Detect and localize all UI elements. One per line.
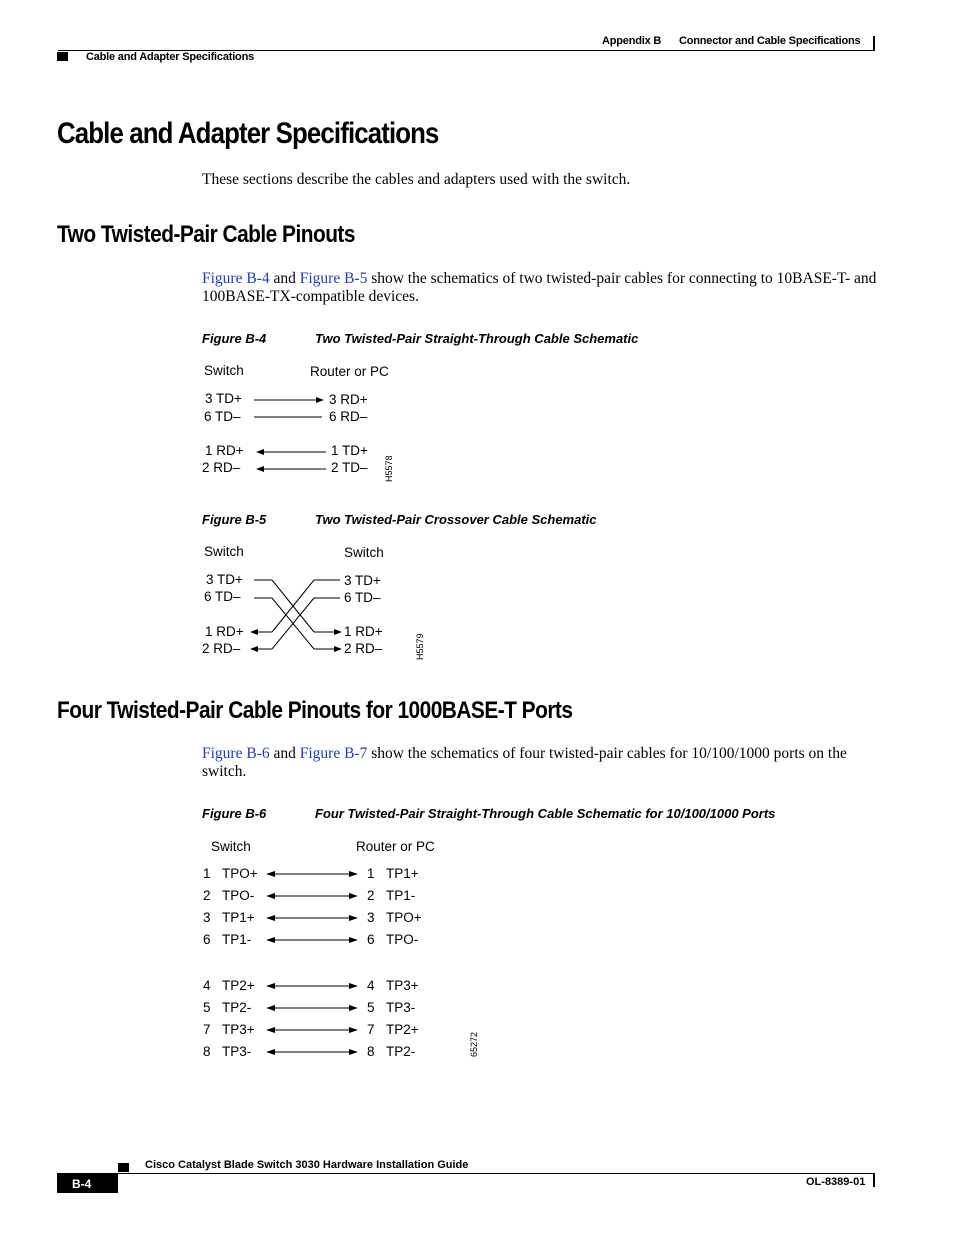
b6-right-pin-number: 7 xyxy=(367,1022,375,1037)
b5-left-heading: Switch xyxy=(204,544,244,559)
b6-right-pin-number: 6 xyxy=(367,932,375,947)
b5-arrowhead xyxy=(250,646,258,652)
para-rest: show the schematics of two twisted-pair cables for connecting to 10BASE-T- and 100BASE-TX-compatible devices. xyxy=(202,270,877,305)
b6-left-pin-label: TP1- xyxy=(222,932,252,947)
footer-rule xyxy=(118,1173,875,1174)
header-appendix: Appendix B xyxy=(602,35,662,47)
section-heading-two-pair: Two Twisted-Pair Cable Pinouts xyxy=(57,221,355,248)
b5-left-pin: 6 TD– xyxy=(204,589,241,604)
b6-arrowhead xyxy=(349,893,358,899)
b6-arrowhead xyxy=(349,1049,358,1055)
b4-right-pin: 2 TD– xyxy=(331,460,368,475)
link-figure-b5[interactable]: Figure B-5 xyxy=(299,270,368,287)
b6-left-pin-number: 8 xyxy=(203,1044,211,1059)
b4-right-heading: Router or PC xyxy=(310,364,389,379)
b6-right-pin-label: TPO- xyxy=(386,932,419,947)
b5-left-pin: 2 RD– xyxy=(202,641,241,656)
b6-right-pin-number: 2 xyxy=(367,888,375,903)
footer-rule-vertical xyxy=(873,1173,875,1187)
figure-b5-title: Two Twisted-Pair Crossover Cable Schematic xyxy=(315,512,597,527)
b6-arrowhead xyxy=(266,893,275,899)
b6-left-pin-number: 4 xyxy=(203,978,211,993)
b4-wiring-diagram xyxy=(240,390,340,480)
b6-left-pin-label: TP3- xyxy=(222,1044,252,1059)
b6-arrowhead xyxy=(349,1027,358,1033)
b6-right-pin-label: TP1+ xyxy=(386,866,419,881)
b6-arrowhead xyxy=(349,983,358,989)
b5-left-pin: 3 TD+ xyxy=(206,572,243,587)
footer-page-number: B-4 xyxy=(72,1177,92,1191)
b5-arrowhead xyxy=(334,629,342,635)
b5-arrowhead xyxy=(334,646,342,652)
intro-text: These sections describe the cables and adapters used with the switch. xyxy=(202,171,631,188)
header-rule-vertical xyxy=(873,36,875,51)
b4-right-pin: 1 TD+ xyxy=(331,443,368,458)
b4-left-pin: 6 TD– xyxy=(204,409,241,424)
b6-arrowhead xyxy=(266,983,275,989)
para-rest: show the schematics of four twisted-pair cables for 10/100/1000 ports on the switch. xyxy=(202,745,847,780)
b6-left-pin-label: TP1+ xyxy=(222,910,255,925)
b6-arrowhead xyxy=(266,1005,275,1011)
b6-left-pin-number: 6 xyxy=(203,932,211,947)
b6-left-pin-label: TP3+ xyxy=(222,1022,255,1037)
b6-right-pin-number: 1 xyxy=(367,866,375,881)
b4-left-pin: 1 RD+ xyxy=(205,443,244,458)
b6-right-pin-number: 3 xyxy=(367,910,375,925)
b6-right-pin-number: 4 xyxy=(367,978,375,993)
b4-right-pin: 6 RD– xyxy=(329,409,368,424)
link-figure-b7[interactable]: Figure B-7 xyxy=(299,745,368,762)
section-para-four-pair xyxy=(202,745,882,781)
b5-right-pin: 6 TD– xyxy=(344,590,381,605)
b6-arrowhead xyxy=(349,871,358,877)
b5-right-heading: Switch xyxy=(344,545,384,560)
b6-right-heading: Router or PC xyxy=(356,839,435,854)
b6-left-pin-label: TP2+ xyxy=(222,978,255,993)
b6-arrowhead xyxy=(266,1049,275,1055)
b6-right-pin-label: TP2- xyxy=(386,1044,416,1059)
b6-left-heading: Switch xyxy=(211,839,251,854)
b6-arrowhead xyxy=(349,937,358,943)
header-marker xyxy=(57,52,68,61)
b6-wiring-diagram xyxy=(262,864,364,1064)
b6-left-pin-number: 3 xyxy=(203,910,211,925)
b6-arrowhead xyxy=(266,937,275,943)
b4-left-heading: Switch xyxy=(204,363,244,378)
b6-right-pin-label: TP3- xyxy=(386,1000,416,1015)
footer-doc-number: OL-8389-01 xyxy=(806,1176,866,1188)
b6-right-pin-label: TPO+ xyxy=(386,910,422,925)
b5-right-pin: 1 RD+ xyxy=(344,624,383,639)
b6-arrowhead xyxy=(266,915,275,921)
b5-left-pin: 1 RD+ xyxy=(205,624,244,639)
b5-right-pin: 2 RD– xyxy=(344,641,383,656)
b6-left-pin-number: 7 xyxy=(203,1022,211,1037)
b6-arrowhead xyxy=(349,915,358,921)
b6-left-pin-number: 1 xyxy=(203,866,211,881)
b5-figure-id: H5579 xyxy=(415,633,425,660)
b6-right-pin-number: 8 xyxy=(367,1044,375,1059)
para-and: and xyxy=(269,270,300,287)
b4-left-pin: 2 RD– xyxy=(202,460,241,475)
b6-left-pin-label: TP2- xyxy=(222,1000,252,1015)
b5-right-pin: 3 TD+ xyxy=(344,573,381,588)
section-heading-four-pair: Four Twisted-Pair Cable Pinouts for 1000BASE-T Ports xyxy=(57,697,573,724)
b6-left-pin-number: 5 xyxy=(203,1000,211,1015)
b4-left-pin: 3 TD+ xyxy=(205,391,242,406)
b6-arrowhead xyxy=(266,871,275,877)
b5-arrowhead xyxy=(250,629,258,635)
figure-b4-number: Figure B-4 xyxy=(202,331,267,346)
para-and: and xyxy=(269,745,300,762)
header-section: Cable and Adapter Specifications xyxy=(86,51,255,63)
footer-guide-title: Cisco Catalyst Blade Switch 3030 Hardware Installation Guide xyxy=(145,1159,469,1171)
link-figure-b6[interactable]: Figure B-6 xyxy=(202,745,270,762)
link-figure-b4[interactable]: Figure B-4 xyxy=(202,270,270,287)
b4-figure-id: H5578 xyxy=(384,455,394,482)
b4-right-pin: 3 RD+ xyxy=(329,392,368,407)
b6-right-pin-label: TP1- xyxy=(386,888,416,903)
figure-b6-title: Four Twisted-Pair Straight-Through Cable Schematic for 10/100/1000 Ports xyxy=(315,806,776,821)
b4-arrowhead xyxy=(316,397,324,403)
b6-right-pin-label: TP3+ xyxy=(386,978,419,993)
b6-figure-id: 65272 xyxy=(469,1031,479,1057)
b6-left-pin-label: TPO- xyxy=(222,888,255,903)
b6-left-pin-number: 2 xyxy=(203,888,211,903)
page-title: Cable and Adapter Specifications xyxy=(57,117,439,150)
figure-b5-number: Figure B-5 xyxy=(202,512,267,527)
figure-b6-number: Figure B-6 xyxy=(202,806,267,821)
footer-marker xyxy=(118,1163,129,1172)
header-chapter: Connector and Cable Specifications xyxy=(679,35,861,47)
b6-arrowhead xyxy=(349,1005,358,1011)
b5-crossover-diagram xyxy=(240,570,350,660)
section-para-two-pair xyxy=(202,270,877,306)
b4-arrowhead xyxy=(256,449,264,455)
b4-arrowhead xyxy=(256,466,264,472)
b6-right-pin-number: 5 xyxy=(367,1000,375,1015)
b6-right-pin-label: TP2+ xyxy=(386,1022,419,1037)
b6-arrowhead xyxy=(266,1027,275,1033)
b6-left-pin-label: TPO+ xyxy=(222,866,258,881)
figure-b4-title: Two Twisted-Pair Straight-Through Cable Schematic xyxy=(315,331,639,346)
